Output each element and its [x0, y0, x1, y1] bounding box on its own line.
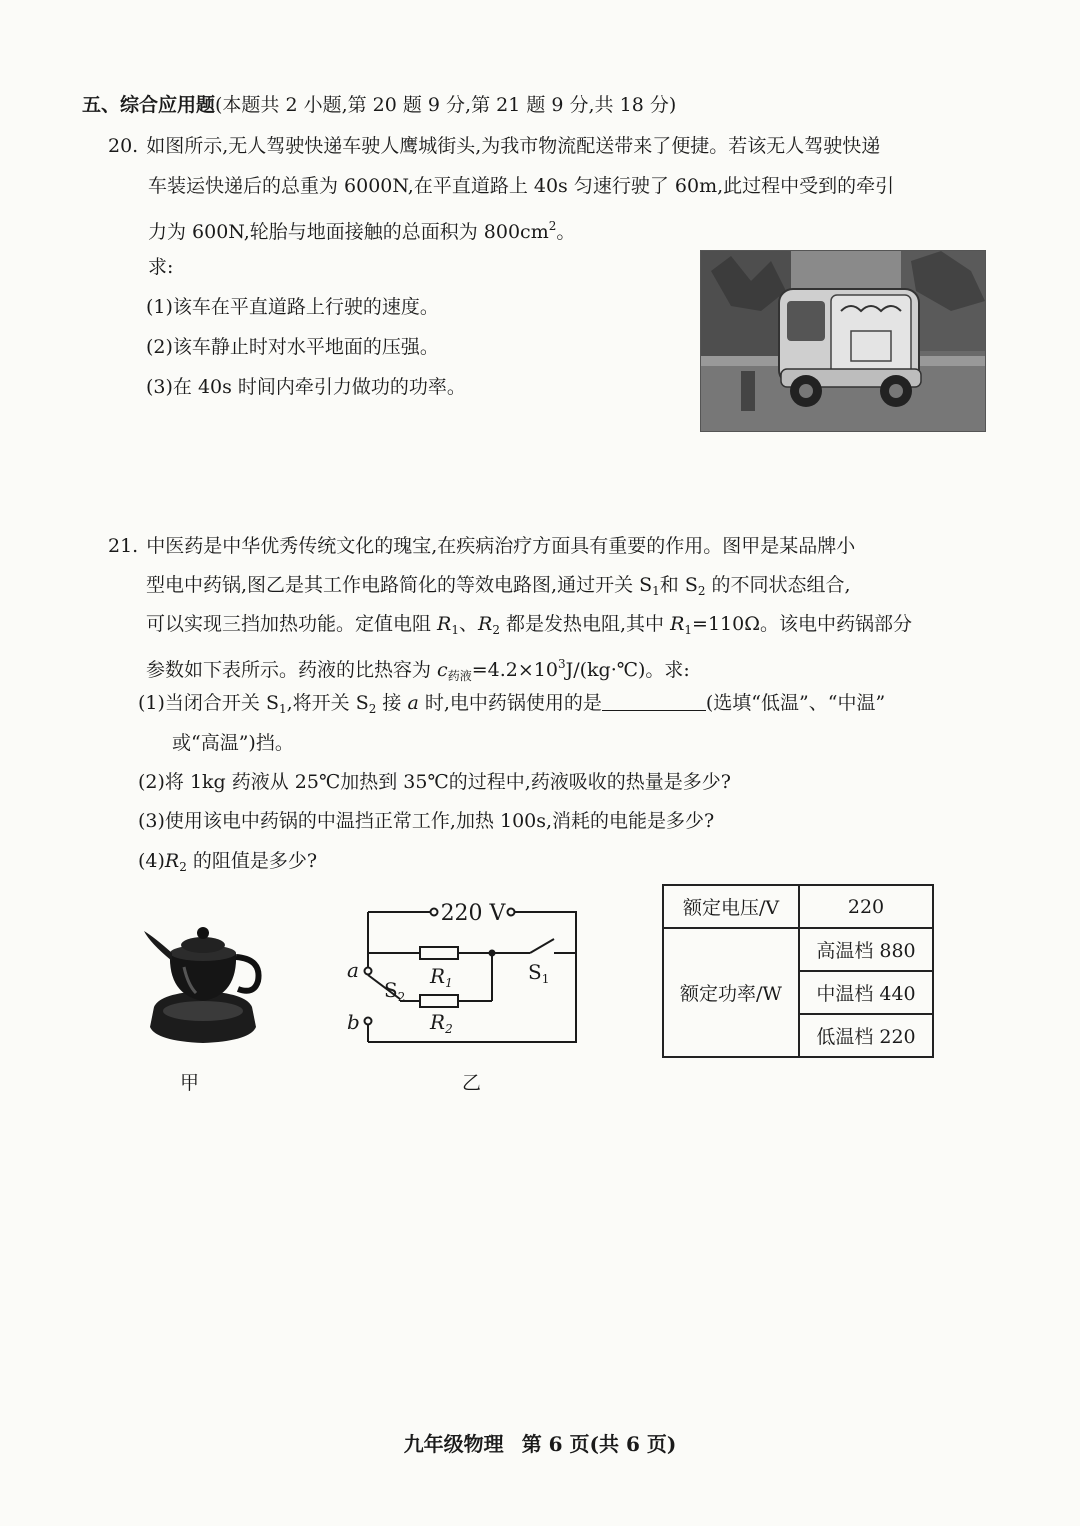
q21-sub4b: 的阻值是多少?: [186, 850, 318, 872]
q21-line1: [108, 533, 855, 559]
q20-text3b: 。: [556, 221, 576, 243]
s2-letter: S: [384, 978, 398, 1002]
q21-c-letter: c: [437, 659, 448, 681]
circuit-caption: 乙: [462, 1072, 482, 1094]
q21-s2-sub: 2: [697, 584, 706, 598]
q21-text2b: 和 S: [659, 574, 698, 596]
q21-sub2: (2)将 1kg 药液从 25℃加热到 35℃的过程中,药液吸收的热量是多少?: [138, 771, 731, 793]
q21-sub4: [138, 848, 317, 880]
resistor-r2: [420, 995, 458, 1007]
q20-sub3: (3)在 40s 时间内牵引力做功的功率。: [146, 376, 466, 398]
q21-sub4-r: R: [164, 850, 180, 872]
power-mid-cell: 中温档 440: [799, 971, 933, 1014]
page-footer: [0, 1428, 1080, 1457]
power-high-cell: 高温档 880: [799, 928, 933, 971]
q21-sub1b: ,将开关 S: [286, 692, 369, 714]
section-note: (本题共 2 小题,第 20 题 9 分,第 21 题 9 分,共 18 分): [215, 94, 677, 116]
r1-label: [429, 964, 453, 990]
s1-letter: S: [528, 960, 542, 984]
q21-r2-letter: R: [478, 613, 493, 635]
q21-text4b: =4.2×10: [471, 659, 558, 681]
q21-sub1a: (1)当闭合开关 S: [138, 692, 279, 714]
footer-page: 第 6 页(共 6 页): [521, 1432, 677, 1456]
q21-r1b-sub: 1: [684, 623, 693, 637]
q21-line2: [146, 572, 851, 604]
q21-sub1e: (选填“低温”、“中温”: [705, 692, 886, 714]
q21-sub1-s1: 1: [278, 702, 287, 716]
r2-letter: R: [430, 1010, 446, 1034]
table-row: [663, 928, 933, 971]
q20-text3a: 力为 600N,轮胎与地面接触的总面积为 800cm: [148, 221, 549, 243]
r1-sub: 1: [445, 976, 453, 990]
footer-subject: 九年级物理: [403, 1432, 504, 1456]
q21-r2-sub: 2: [492, 623, 500, 637]
q21-r1-value: =110Ω。该电中药锅部分: [692, 613, 912, 635]
node-b-label: b: [347, 1010, 360, 1034]
q20-ask: 求:: [148, 256, 174, 278]
q21-text2a: 型电中药锅,图乙是其工作电路简化的等效电路图,通过开关 S: [146, 574, 653, 596]
q21-sub1-cont: 或“高温”)挡。: [172, 732, 294, 754]
section-heading: [82, 92, 676, 118]
s2-label: [384, 978, 405, 1004]
q21-c-sub: 药液: [447, 669, 472, 683]
q20-line2: 车装运快递后的总重为 6000N,在平直道路上 40s 匀速行驶了 60m,此过程中受到的牵引: [148, 175, 895, 197]
delivery-vehicle-photo: [700, 250, 986, 432]
answer-blank[interactable]: [602, 692, 706, 711]
q21-sub1: [138, 690, 885, 722]
resistor-r1: [420, 947, 458, 959]
q21-line4: [146, 651, 690, 689]
q21-text3a: 可以实现三挡加热功能。定值电阻: [146, 613, 438, 635]
s1-label: [528, 960, 549, 986]
q21-sub1d: 时,电中药锅使用的是: [418, 692, 602, 714]
medicine-pot-figure: [140, 915, 266, 1045]
q21-line3: [146, 611, 912, 643]
terminal-b: [365, 1018, 372, 1025]
s2-sub: 2: [397, 990, 406, 1004]
terminal-left: [431, 909, 438, 916]
spec-table: [662, 884, 934, 1058]
r1-letter: R: [430, 964, 446, 988]
q20-cm2-sup: 2: [548, 219, 557, 233]
s1-sub: 1: [541, 972, 550, 986]
q20-sub2: (2)该车静止时对水平地面的压强。: [146, 336, 439, 358]
q21-sub4-rsub: 2: [179, 860, 187, 874]
q20-line1: [108, 133, 880, 159]
pot-caption: 甲: [180, 1072, 200, 1094]
switch-s1: [530, 939, 554, 953]
q20-number: 20.: [108, 135, 139, 157]
circuit-diagram: [340, 895, 590, 1055]
voltage-label-cell: 额定电压/V: [663, 885, 799, 928]
q21-r1-letter: R: [437, 613, 452, 635]
q21-sub1-a: a: [407, 692, 419, 714]
q21-sub4a: (4): [138, 850, 165, 872]
r2-sub: 2: [445, 1022, 453, 1036]
voltage-value-cell: 220: [799, 885, 933, 928]
power-low-cell: 低温档 220: [799, 1014, 933, 1057]
q20-sub1: (1)该车在平直道路上行驶的速度。: [146, 296, 439, 318]
table-row: [663, 885, 933, 928]
q21-sub1c: 接: [376, 692, 408, 714]
q21-text4a: 参数如下表所示。药液的比热容为: [146, 659, 438, 681]
q20-line3: [148, 213, 575, 245]
section-title: 五、综合应用题: [82, 94, 216, 116]
q21-sub3: (3)使用该电中药锅的中温挡正常工作,加热 100s,消耗的电能是多少?: [138, 810, 715, 832]
junction-node: [490, 951, 495, 956]
q21-text4c: J/(kg·℃)。求:: [565, 659, 690, 681]
voltage-label: 220 V: [440, 901, 506, 926]
terminal-right: [508, 909, 515, 916]
q21-s1-sub: 1: [652, 584, 660, 598]
q20-text1: 如图所示,无人驾驶快递车驶人鹰城街头,为我市物流配送带来了便捷。若该无人驾驶快递: [146, 135, 881, 157]
q21-text2c: 的不同状态组合,: [705, 574, 851, 596]
q21-sep: 、: [459, 613, 479, 635]
q21-r1-sub: 1: [451, 623, 459, 637]
q21-text1: 中医药是中华优秀传统文化的瑰宝,在疾病治疗方面具有重要的作用。图甲是某品牌小: [146, 535, 856, 557]
node-a-label: a: [347, 958, 359, 982]
q21-text3b: 都是发热电阻,其中: [499, 613, 671, 635]
q21-r1b-letter: R: [670, 613, 685, 635]
q21-exp-sup: 3: [557, 657, 566, 671]
terminal-a: [365, 968, 372, 975]
q21-sub1-s2: 2: [368, 702, 377, 716]
power-label-cell: 额定功率/W: [663, 928, 799, 1057]
q21-number: 21.: [108, 535, 139, 557]
r2-label: [429, 1010, 453, 1036]
